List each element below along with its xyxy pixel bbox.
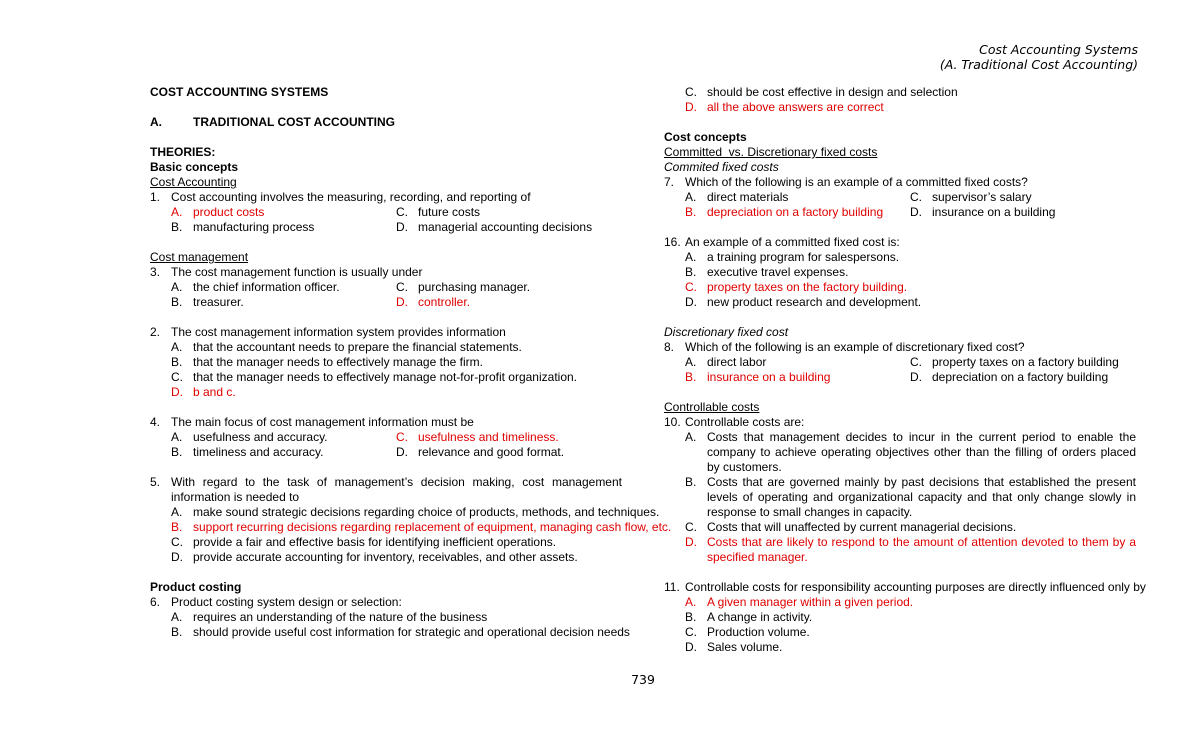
- product-costing-heading: Product costing: [150, 580, 242, 594]
- option-row: [664, 190, 1136, 205]
- option-text: timeliness and accuracy.: [193, 445, 324, 459]
- option-text: Costs that management decides to incur in the current period to enable the company to achieve operating objectives other than the filling of orders placed by customers.: [707, 430, 1136, 474]
- option-row: [664, 520, 1136, 535]
- question-number: 6.: [150, 595, 161, 609]
- question-text: Which of the following is an example of discretionary fixed cost?: [685, 340, 1025, 354]
- option-text: provide accurate accounting for inventory, receivables, and other assets.: [193, 550, 578, 564]
- question-7: [664, 175, 1136, 190]
- option-text: Production volume.: [707, 625, 810, 639]
- header-subtitle: (A. Traditional Cost Accounting): [939, 57, 1138, 72]
- option-letter: B.: [171, 445, 183, 459]
- question-text: Product costing system design or selection:: [171, 595, 402, 609]
- option-row: [664, 370, 1136, 385]
- question-number: 16.: [664, 235, 681, 249]
- option-text: should be cost effective in design and selection: [707, 85, 958, 99]
- option-text-correct: b and c.: [193, 385, 236, 399]
- option-letter: C.: [910, 355, 922, 369]
- option-text-correct: all the above answers are correct: [707, 100, 884, 114]
- option-text: that the accountant needs to prepare the financial statements.: [193, 340, 522, 354]
- question-10: [664, 415, 1136, 430]
- option-text: provide a fair and effective basis for identifying inefficient operations.: [193, 535, 557, 549]
- option-row: [150, 220, 622, 235]
- option-letter: C.: [396, 280, 408, 294]
- cost-accounting-subheading: Cost Accounting: [150, 175, 237, 189]
- option-row: [150, 340, 622, 355]
- option-letter: A.: [171, 430, 183, 444]
- option-row: [150, 295, 622, 310]
- question-2: [150, 325, 622, 340]
- option-letter: A.: [685, 355, 697, 369]
- option-text: Costs that will unaffected by current managerial decisions.: [707, 520, 1017, 534]
- option-text-correct: product costs: [193, 205, 265, 219]
- option-letter: A.: [171, 205, 183, 219]
- option-row: [150, 280, 622, 295]
- question-number: 2.: [150, 325, 161, 339]
- option-text-correct: Costs that are likely to respond to the amount of attention devoted to them by a specified manager.: [707, 535, 1136, 564]
- option-letter: A.: [685, 430, 697, 444]
- option-letter: B.: [171, 520, 183, 534]
- discretionary-fixed-cost-subheading: Discretionary fixed cost: [664, 325, 789, 339]
- question-3: [150, 265, 622, 280]
- option-letter: D.: [910, 370, 922, 384]
- page-number: 739: [631, 672, 655, 687]
- option-row: [150, 625, 630, 640]
- option-letter: D.: [685, 640, 697, 654]
- option-letter: D.: [685, 100, 697, 114]
- option-text: insurance on a building: [932, 205, 1056, 219]
- question-number: 10.: [664, 415, 681, 429]
- option-text: new product research and development.: [707, 295, 922, 309]
- question-number: 3.: [150, 265, 161, 279]
- running-header: [940, 42, 1138, 72]
- option-text: Sales volume.: [707, 640, 783, 654]
- option-letter: C.: [396, 205, 408, 219]
- option-letter: A.: [171, 505, 183, 519]
- option-letter: D.: [910, 205, 922, 219]
- option-row: [664, 595, 1136, 610]
- option-text: future costs: [418, 205, 481, 219]
- option-text: supervisor’s salary: [932, 190, 1032, 204]
- option-letter: B.: [171, 295, 183, 309]
- option-row: [150, 535, 622, 550]
- option-row: [150, 445, 622, 460]
- question-text: The cost management information system provides information: [171, 325, 506, 339]
- option-letter: A.: [685, 190, 697, 204]
- option-text-correct: insurance on a building: [707, 370, 831, 384]
- question-1: [150, 190, 622, 205]
- option-text: property taxes on a factory building: [932, 355, 1119, 369]
- section-letter: A.: [150, 115, 162, 129]
- option-letter: A.: [171, 280, 183, 294]
- option-row: [664, 610, 1136, 625]
- option-letter: C.: [171, 370, 183, 384]
- option-letter: D.: [396, 445, 408, 459]
- option-text: make sound strategic decisions regarding choice of products, methods, and techniques.: [193, 505, 660, 519]
- section-title: TRADITIONAL COST ACCOUNTING: [193, 115, 395, 129]
- question-text: Controllable costs for responsibility accounting purposes are directly influenced only by: [685, 580, 1146, 594]
- option-text: treasurer.: [193, 295, 244, 309]
- option-text: that the manager needs to effectively manage the firm.: [193, 355, 483, 369]
- option-letter: A.: [171, 340, 183, 354]
- question-number: 1.: [150, 190, 161, 204]
- option-letter: C.: [685, 520, 697, 534]
- option-row: [664, 430, 1136, 475]
- option-row: [664, 280, 1136, 295]
- option-row: [150, 520, 672, 535]
- option-letter: D.: [396, 220, 408, 234]
- question-text: Controllable costs are:: [685, 415, 805, 429]
- question-text: The main focus of cost management information must be: [171, 415, 474, 429]
- option-text: the chief information officer.: [193, 280, 340, 294]
- option-text: a training program for salespersons.: [707, 250, 900, 264]
- committed-fixed-costs-subheading: Commited fixed costs: [664, 160, 779, 174]
- option-letter: A.: [685, 595, 697, 609]
- question-number: 4.: [150, 415, 161, 429]
- option-text: manufacturing process: [193, 220, 315, 234]
- option-row: [150, 550, 622, 565]
- option-text: requires an understanding of the nature of the business: [193, 610, 488, 624]
- option-text: depreciation on a factory building: [932, 370, 1109, 384]
- option-text: usefulness and accuracy.: [193, 430, 328, 444]
- question-6: [150, 595, 622, 610]
- option-row: [664, 205, 1136, 220]
- committed-vs-discretionary-subheading: Committed vs. Discretionary fixed costs: [664, 145, 878, 159]
- option-text: managerial accounting decisions: [418, 220, 593, 234]
- option-row: [664, 475, 1136, 520]
- option-text: executive travel expenses.: [707, 265, 849, 279]
- option-letter: C.: [685, 85, 697, 99]
- option-text: relevance and good format.: [418, 445, 565, 459]
- header-title: Cost Accounting Systems: [979, 42, 1138, 57]
- option-text-correct: depreciation on a factory building: [707, 205, 884, 219]
- option-letter: B.: [685, 370, 697, 384]
- document-title: COST ACCOUNTING SYSTEMS: [150, 85, 329, 99]
- option-letter: B.: [685, 475, 697, 489]
- option-letter: B.: [171, 625, 183, 639]
- question-text: The cost management function is usually under: [171, 265, 423, 279]
- cost-management-subheading: Cost management: [150, 250, 249, 264]
- question-number: 11.: [664, 580, 680, 594]
- option-text-correct: usefulness and timeliness.: [418, 430, 559, 444]
- question-text: Which of the following is an example of a committed fixed costs?: [685, 175, 1028, 189]
- option-row: [150, 385, 622, 400]
- option-text: direct labor: [707, 355, 767, 369]
- option-row: [664, 85, 1136, 100]
- option-text: Costs that are governed mainly by past decisions that established the present levels of operating and organizational capacity and that only change slowly in response to small changes in capacity.: [707, 475, 1136, 519]
- question-4: [150, 415, 622, 430]
- option-letter: B.: [171, 220, 183, 234]
- controllable-costs-subheading: Controllable costs: [664, 400, 760, 414]
- option-row: [150, 505, 660, 520]
- question-text: An example of a committed fixed cost is:: [685, 235, 900, 249]
- question-8: [664, 340, 1136, 355]
- option-row: [664, 250, 1136, 265]
- option-text: that the manager needs to effectively manage not-for-profit organization.: [193, 370, 578, 384]
- option-row: [150, 610, 622, 625]
- option-row: [150, 355, 622, 370]
- question-11: [664, 580, 1146, 595]
- option-letter: C.: [910, 190, 922, 204]
- option-text: direct materials: [707, 190, 789, 204]
- option-row: [664, 100, 1136, 115]
- option-row: [664, 640, 1136, 655]
- option-row: [150, 430, 622, 445]
- option-row: [664, 535, 1136, 565]
- option-letter: C.: [171, 535, 183, 549]
- option-text: should provide useful cost information for strategic and operational decision needs: [193, 625, 630, 639]
- option-letter: D.: [171, 550, 183, 564]
- question-text: With regard to the task of management’s decision making, cost management information is needed to: [171, 475, 622, 504]
- option-letter: A.: [171, 610, 183, 624]
- option-row: [664, 355, 1136, 370]
- option-letter: B.: [685, 205, 697, 219]
- section-heading: [150, 115, 622, 130]
- option-letter: D.: [685, 535, 697, 549]
- option-text-correct: A given manager within a given period.: [707, 595, 914, 609]
- option-row: [664, 295, 1136, 310]
- option-row: [150, 370, 622, 385]
- option-letter: B.: [685, 610, 697, 624]
- question-number: 5.: [150, 475, 161, 489]
- basic-concepts-heading: Basic concepts: [150, 160, 239, 174]
- option-row: [150, 205, 622, 220]
- question-text: Cost accounting involves the measuring, recording, and reporting of: [171, 190, 531, 204]
- question-number: 8.: [664, 340, 675, 354]
- option-text: purchasing manager.: [418, 280, 531, 294]
- option-row: [664, 265, 1136, 280]
- option-letter: B.: [171, 355, 183, 369]
- option-letter: C.: [685, 280, 697, 294]
- option-letter: D.: [171, 385, 183, 399]
- option-letter: B.: [685, 265, 697, 279]
- option-letter: A.: [685, 250, 697, 264]
- cost-concepts-heading: Cost concepts: [664, 130, 747, 144]
- question-16: [664, 235, 1136, 250]
- theories-heading: THEORIES:: [150, 145, 216, 159]
- question-5: [150, 475, 622, 505]
- option-text-correct: support recurring decisions regarding replacement of equipment, managing cash flow, etc.: [193, 520, 672, 534]
- right-column: [664, 85, 1146, 655]
- option-row: [664, 625, 1136, 640]
- option-letter: D.: [685, 295, 697, 309]
- option-letter: D.: [396, 295, 408, 309]
- option-letter: C.: [396, 430, 408, 444]
- option-text: A change in activity.: [707, 610, 813, 624]
- question-number: 7.: [664, 175, 675, 189]
- option-text-correct: property taxes on the factory building.: [707, 280, 908, 294]
- option-text-correct: controller.: [418, 295, 471, 309]
- option-letter: C.: [685, 625, 697, 639]
